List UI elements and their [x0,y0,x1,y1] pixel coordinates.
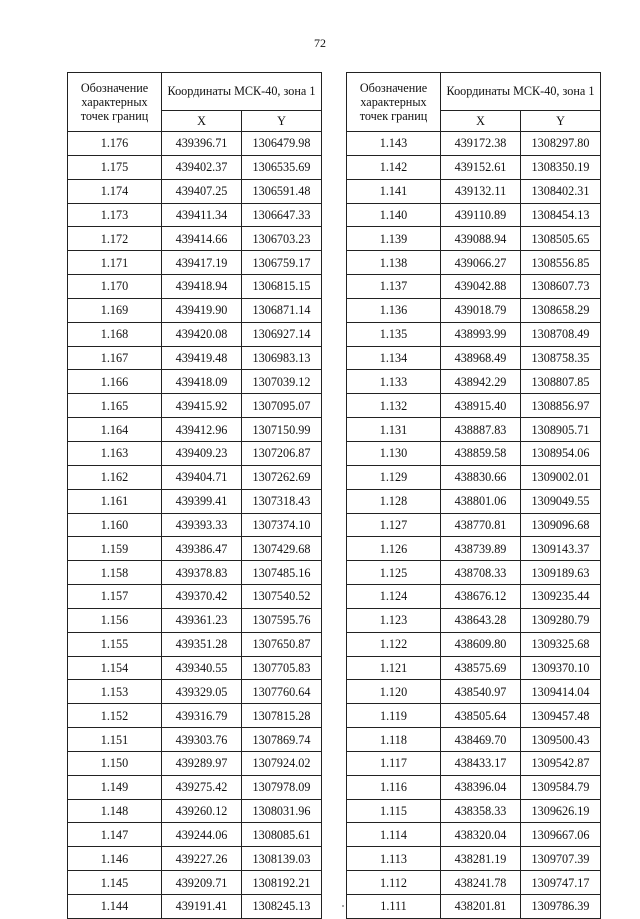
table-row [68,608,322,632]
table-row [347,895,601,919]
point-cell: 1.117 [347,751,441,775]
designation-header: Обозначение характерных точек границ [347,73,441,132]
x-cell: 439417.19 [162,251,242,275]
point-cell: 1.165 [68,394,162,418]
point-cell: 1.176 [68,132,162,156]
y-cell: 1309414.04 [521,680,601,704]
y-cell: 1308658.29 [521,298,601,322]
y-header: Y [521,110,601,131]
y-cell: 1309542.87 [521,751,601,775]
point-cell: 1.163 [68,441,162,465]
y-cell: 1307429.68 [242,537,322,561]
y-cell: 1309500.43 [521,728,601,752]
x-cell: 439289.97 [162,751,242,775]
table-row [68,632,322,656]
coordinates-header: Координаты МСК-40, зона 1 [162,73,322,111]
x-cell: 439407.25 [162,179,242,203]
point-cell: 1.129 [347,465,441,489]
table-row [347,298,601,322]
table-row [347,775,601,799]
x-cell: 439419.48 [162,346,242,370]
x-cell: 439329.05 [162,680,242,704]
y-cell: 1308297.80 [521,132,601,156]
y-cell: 1309370.10 [521,656,601,680]
y-cell: 1308708.49 [521,322,601,346]
table-row [68,370,322,394]
table-row [68,441,322,465]
y-cell: 1309747.17 [521,871,601,895]
point-cell: 1.128 [347,489,441,513]
point-cell: 1.124 [347,585,441,609]
point-cell: 1.172 [68,227,162,251]
point-cell: 1.130 [347,441,441,465]
y-cell: 1308954.06 [521,441,601,465]
table-row [347,370,601,394]
table-row [347,751,601,775]
point-cell: 1.120 [347,680,441,704]
x-cell: 439361.23 [162,608,242,632]
point-cell: 1.132 [347,394,441,418]
x-cell: 439191.41 [162,895,242,919]
table-row [347,608,601,632]
y-cell: 1308350.19 [521,155,601,179]
x-cell: 438241.78 [441,871,521,895]
x-cell: 439370.42 [162,585,242,609]
point-cell: 1.113 [347,847,441,871]
table-body [68,132,322,919]
y-cell: 1307318.43 [242,489,322,513]
table-row [347,561,601,585]
point-cell: 1.122 [347,632,441,656]
y-cell: 1307869.74 [242,728,322,752]
table-row [68,298,322,322]
table-row [347,823,601,847]
point-cell: 1.151 [68,728,162,752]
x-cell: 439402.37 [162,155,242,179]
x-cell: 438320.04 [441,823,521,847]
table-row [68,799,322,823]
table-row [68,179,322,203]
point-cell: 1.133 [347,370,441,394]
point-cell: 1.154 [68,656,162,680]
x-cell: 438830.66 [441,465,521,489]
point-cell: 1.155 [68,632,162,656]
y-cell: 1309096.68 [521,513,601,537]
table-row [68,537,322,561]
table-row [68,871,322,895]
y-cell: 1306647.33 [242,203,322,227]
table-row [68,251,322,275]
x-cell: 439415.92 [162,394,242,418]
point-cell: 1.127 [347,513,441,537]
point-cell: 1.118 [347,728,441,752]
y-cell: 1307485.16 [242,561,322,585]
y-cell: 1307540.52 [242,585,322,609]
x-cell: 438859.58 [441,441,521,465]
table-row [68,728,322,752]
y-cell: 1308402.31 [521,179,601,203]
y-cell: 1307095.07 [242,394,322,418]
table-row [68,680,322,704]
y-cell: 1308031.96 [242,799,322,823]
y-cell: 1307039.12 [242,370,322,394]
y-cell: 1308905.71 [521,418,601,442]
table-row [68,704,322,728]
table-row [68,513,322,537]
point-cell: 1.126 [347,537,441,561]
y-cell: 1309189.63 [521,561,601,585]
table-row [68,346,322,370]
table-row [68,847,322,871]
x-cell: 438676.12 [441,585,521,609]
table-row [68,775,322,799]
x-cell: 438801.06 [441,489,521,513]
x-cell: 439132.11 [441,179,521,203]
x-cell: 438540.97 [441,680,521,704]
y-cell: 1306983.13 [242,346,322,370]
x-cell: 439404.71 [162,465,242,489]
y-cell: 1307150.99 [242,418,322,442]
point-cell: 1.131 [347,418,441,442]
x-cell: 439419.90 [162,298,242,322]
point-cell: 1.145 [68,871,162,895]
point-cell: 1.169 [68,298,162,322]
y-cell: 1307705.83 [242,656,322,680]
x-cell: 438505.64 [441,704,521,728]
x-cell: 438739.89 [441,537,521,561]
point-cell: 1.170 [68,275,162,299]
point-cell: 1.161 [68,489,162,513]
x-cell: 439393.33 [162,513,242,537]
y-cell: 1307595.76 [242,608,322,632]
x-cell: 438887.83 [441,418,521,442]
table-row [68,227,322,251]
table-row [347,251,601,275]
table-row [68,275,322,299]
y-cell: 1309584.79 [521,775,601,799]
y-cell: 1309667.06 [521,823,601,847]
y-cell: 1308505.65 [521,227,601,251]
point-cell: 1.146 [68,847,162,871]
page-number: 72 [314,36,326,50]
point-cell: 1.138 [347,251,441,275]
point-cell: 1.139 [347,227,441,251]
x-cell: 439066.27 [441,251,521,275]
y-cell: 1307374.10 [242,513,322,537]
table-row [347,465,601,489]
x-cell: 439227.26 [162,847,242,871]
point-cell: 1.134 [347,346,441,370]
y-cell: 1307815.28 [242,704,322,728]
y-cell: 1308245.13 [242,895,322,919]
x-cell: 439340.55 [162,656,242,680]
point-cell: 1.114 [347,823,441,847]
x-cell: 439316.79 [162,704,242,728]
x-cell: 438708.33 [441,561,521,585]
table-row [347,203,601,227]
x-cell: 439018.79 [441,298,521,322]
x-cell: 439042.88 [441,275,521,299]
point-cell: 1.174 [68,179,162,203]
point-cell: 1.152 [68,704,162,728]
x-header: X [441,110,521,131]
y-cell: 1307760.64 [242,680,322,704]
point-cell: 1.160 [68,513,162,537]
table-row [347,489,601,513]
y-cell: 1307978.09 [242,775,322,799]
table-body [347,132,601,919]
y-cell: 1306479.98 [242,132,322,156]
point-cell: 1.175 [68,155,162,179]
point-cell: 1.148 [68,799,162,823]
point-cell: 1.135 [347,322,441,346]
y-cell: 1308807.85 [521,370,601,394]
point-cell: 1.149 [68,775,162,799]
point-cell: 1.116 [347,775,441,799]
table-row [68,418,322,442]
table-row [347,179,601,203]
x-cell: 439418.09 [162,370,242,394]
x-cell: 439172.38 [441,132,521,156]
y-cell: 1309049.55 [521,489,601,513]
coordinates-header: Координаты МСК-40, зона 1 [441,73,601,111]
y-cell: 1308758.35 [521,346,601,370]
table-row [347,418,601,442]
x-cell: 438942.29 [441,370,521,394]
x-cell: 438396.04 [441,775,521,799]
point-cell: 1.143 [347,132,441,156]
coordinates-table-right [346,72,601,919]
y-cell: 1308139.03 [242,847,322,871]
point-cell: 1.173 [68,203,162,227]
y-cell: 1309707.39 [521,847,601,871]
y-cell: 1306815.15 [242,275,322,299]
x-cell: 439399.41 [162,489,242,513]
point-cell: 1.166 [68,370,162,394]
y-cell: 1309626.19 [521,799,601,823]
point-cell: 1.150 [68,751,162,775]
y-cell: 1306535.69 [242,155,322,179]
y-cell: 1307262.69 [242,465,322,489]
x-cell: 438968.49 [441,346,521,370]
y-cell: 1308192.21 [242,871,322,895]
x-cell: 439378.83 [162,561,242,585]
table-row [68,394,322,418]
point-cell: 1.141 [347,179,441,203]
x-cell: 439303.76 [162,728,242,752]
table-row [68,561,322,585]
table-row [347,394,601,418]
table-row [347,346,601,370]
y-cell: 1309002.01 [521,465,601,489]
x-cell: 439244.06 [162,823,242,847]
x-cell: 439088.94 [441,227,521,251]
table-row [347,275,601,299]
y-cell: 1306871.14 [242,298,322,322]
point-cell: 1.119 [347,704,441,728]
point-cell: 1.137 [347,275,441,299]
y-cell: 1309325.68 [521,632,601,656]
table-row [347,871,601,895]
y-cell: 1308856.97 [521,394,601,418]
y-cell: 1306927.14 [242,322,322,346]
x-cell: 439411.34 [162,203,242,227]
table-row [347,585,601,609]
y-cell: 1306591.48 [242,179,322,203]
point-cell: 1.121 [347,656,441,680]
y-cell: 1306703.23 [242,227,322,251]
x-cell: 439409.23 [162,441,242,465]
point-cell: 1.115 [347,799,441,823]
x-cell: 438770.81 [441,513,521,537]
table-row [68,489,322,513]
x-cell: 438281.19 [441,847,521,871]
table-row [68,656,322,680]
x-cell: 439420.08 [162,322,242,346]
y-cell: 1309235.44 [521,585,601,609]
table-row [68,132,322,156]
point-cell: 1.167 [68,346,162,370]
x-cell: 439386.47 [162,537,242,561]
point-cell: 1.112 [347,871,441,895]
y-cell: 1309143.37 [521,537,601,561]
x-cell: 439412.96 [162,418,242,442]
y-cell: 1306759.17 [242,251,322,275]
x-cell: 439152.61 [441,155,521,179]
x-cell: 438358.33 [441,799,521,823]
x-header: X [162,110,242,131]
table-row [68,465,322,489]
x-cell: 439260.12 [162,799,242,823]
x-cell: 438609.80 [441,632,521,656]
table-row [347,513,601,537]
x-cell: 439110.89 [441,203,521,227]
y-cell: 1309457.48 [521,704,601,728]
y-cell: 1308556.85 [521,251,601,275]
x-cell: 439209.71 [162,871,242,895]
point-cell: 1.140 [347,203,441,227]
table-row [347,680,601,704]
point-cell: 1.168 [68,322,162,346]
x-cell: 439275.42 [162,775,242,799]
point-cell: 1.125 [347,561,441,585]
x-cell: 439351.28 [162,632,242,656]
y-cell: 1307650.87 [242,632,322,656]
x-cell: 438469.70 [441,728,521,752]
table-row [347,728,601,752]
designation-header: Обозначение характерных точек границ [68,73,162,132]
table-row [347,799,601,823]
y-cell: 1308607.73 [521,275,601,299]
table-row [68,155,322,179]
x-cell: 439396.71 [162,132,242,156]
table-row [347,132,601,156]
point-cell: 1.136 [347,298,441,322]
point-cell: 1.142 [347,155,441,179]
table-row [68,322,322,346]
point-cell: 1.111 [347,895,441,919]
table-row [68,895,322,919]
y-cell: 1307206.87 [242,441,322,465]
point-cell: 1.156 [68,608,162,632]
x-cell: 438993.99 [441,322,521,346]
table-row [347,847,601,871]
x-cell: 438201.81 [441,895,521,919]
x-cell: 438433.17 [441,751,521,775]
point-cell: 1.171 [68,251,162,275]
table-row [347,322,601,346]
point-cell: 1.123 [347,608,441,632]
table-row [347,537,601,561]
x-cell: 438643.28 [441,608,521,632]
table-row [68,585,322,609]
point-cell: 1.164 [68,418,162,442]
x-cell: 439418.94 [162,275,242,299]
y-cell: 1309280.79 [521,608,601,632]
y-cell: 1308454.13 [521,203,601,227]
x-cell: 438915.40 [441,394,521,418]
table-row [347,227,601,251]
point-cell: 1.157 [68,585,162,609]
y-cell: 1308085.61 [242,823,322,847]
point-cell: 1.158 [68,561,162,585]
point-cell: 1.144 [68,895,162,919]
table-row [68,203,322,227]
table-row [347,632,601,656]
point-cell: 1.147 [68,823,162,847]
point-cell: 1.159 [68,537,162,561]
table-row [347,656,601,680]
table-row [347,155,601,179]
scan-mark [342,905,344,907]
table-row [347,704,601,728]
table-row [347,441,601,465]
y-cell: 1309786.39 [521,895,601,919]
x-cell: 438575.69 [441,656,521,680]
y-cell: 1307924.02 [242,751,322,775]
coordinates-table-left [67,72,322,919]
y-header: Y [242,110,322,131]
table-row [68,823,322,847]
x-cell: 439414.66 [162,227,242,251]
point-cell: 1.153 [68,680,162,704]
point-cell: 1.162 [68,465,162,489]
table-row [68,751,322,775]
